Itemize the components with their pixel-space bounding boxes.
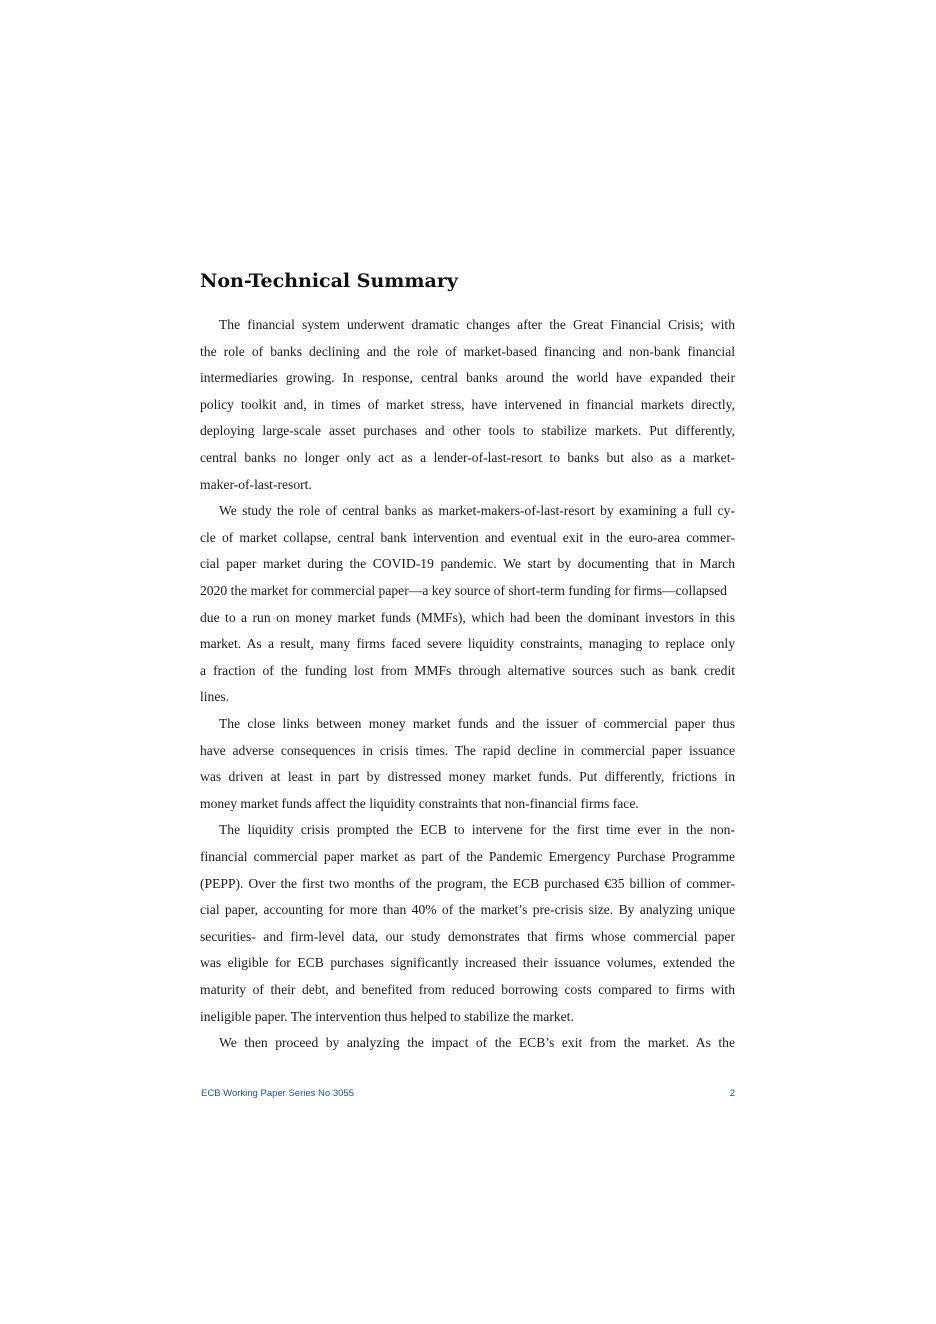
text-line: securities- and firm-level data, our study demonstrates that firms whose commercial paper (200, 928, 735, 944)
text-line: The financial system underwent dramatic changes after the Great Financial Crisis; with (219, 317, 735, 332)
text-line: (PEPP). Over the first two months of the program, the ECB purchased €35 billion of commer- (200, 875, 735, 891)
text-line: deploying large-scale asset purchases and other tools to stabilize markets. Put differently, (200, 423, 735, 439)
text-line: maturity of their debt, and benefited from reduced borrowing costs compared to firms with (200, 982, 735, 997)
text-line: a fraction of the funding lost from MMFs through alternative sources such as bank credit (200, 662, 735, 678)
text-line: policy toolkit and, in times of market stress, have intervened in financial markets directly, (200, 396, 735, 412)
text-line: was driven at least in part by distressed money market funds. Put differently, frictions in (200, 769, 735, 785)
text-line: cial paper, accounting for more than 40% of the market’s pre-crisis size. By analyzing unique (200, 902, 735, 918)
text-line: have adverse consequences in crisis times. The rapid decline in commercial paper issuance (200, 742, 735, 758)
text-line: cle of market collapse, central bank intervention and eventual exit in the euro-area commer- (200, 529, 735, 545)
text-line: We study the role of central banks as market-makers-of-last-resort by examining a full cy- (219, 503, 735, 519)
text-line: market. As a result, many firms faced severe liquidity constraints, managing to replace only (200, 636, 735, 652)
text-line: We then proceed by analyzing the impact of the ECB’s exit from the market. As the (219, 1035, 735, 1051)
text-line: The liquidity crisis prompted the ECB to intervene for the first time ever in the non- (219, 822, 735, 838)
text-line: cial paper market during the COVID-19 pandemic. We start by documenting that in March (200, 556, 735, 572)
text-line: maker-of-last-resort. (200, 476, 312, 492)
text-line: ineligible paper. The intervention thus helped to stabilize the market. (200, 1008, 574, 1024)
text-line: financial commercial paper market as part of the Pandemic Emergency Purchase Programme (200, 849, 735, 864)
page-number: 2 (729, 1088, 735, 1099)
text-line: The close links between money market funds and the issuer of commercial paper thus (219, 716, 735, 731)
series-label: ECB Working Paper Series No 3055 (201, 1088, 354, 1099)
text-line: lines. (200, 689, 230, 705)
page-title: Non-Technical Summary (200, 270, 458, 292)
text-line: central banks no longer only act as a lender-of-last-resort to banks but also as a market- (200, 450, 735, 465)
text-line: due to a run on money market funds (MMFs), which had been the dominant investors in this (200, 609, 735, 625)
text-line: money market funds affect the liquidity constraints that non-financial firms face. (200, 795, 639, 811)
text-line: was eligible for ECB purchases significantly increased their issuance volumes, extended the (200, 955, 735, 971)
text-line: the role of banks declining and the role of market-based financing and non-bank financial (200, 343, 735, 359)
text-line: 2020 the market for commercial paper—a key source of short-term funding for firms—collapsed (200, 583, 727, 598)
text-line: intermediaries growing. In response, central banks around the world have expanded their (200, 370, 735, 386)
